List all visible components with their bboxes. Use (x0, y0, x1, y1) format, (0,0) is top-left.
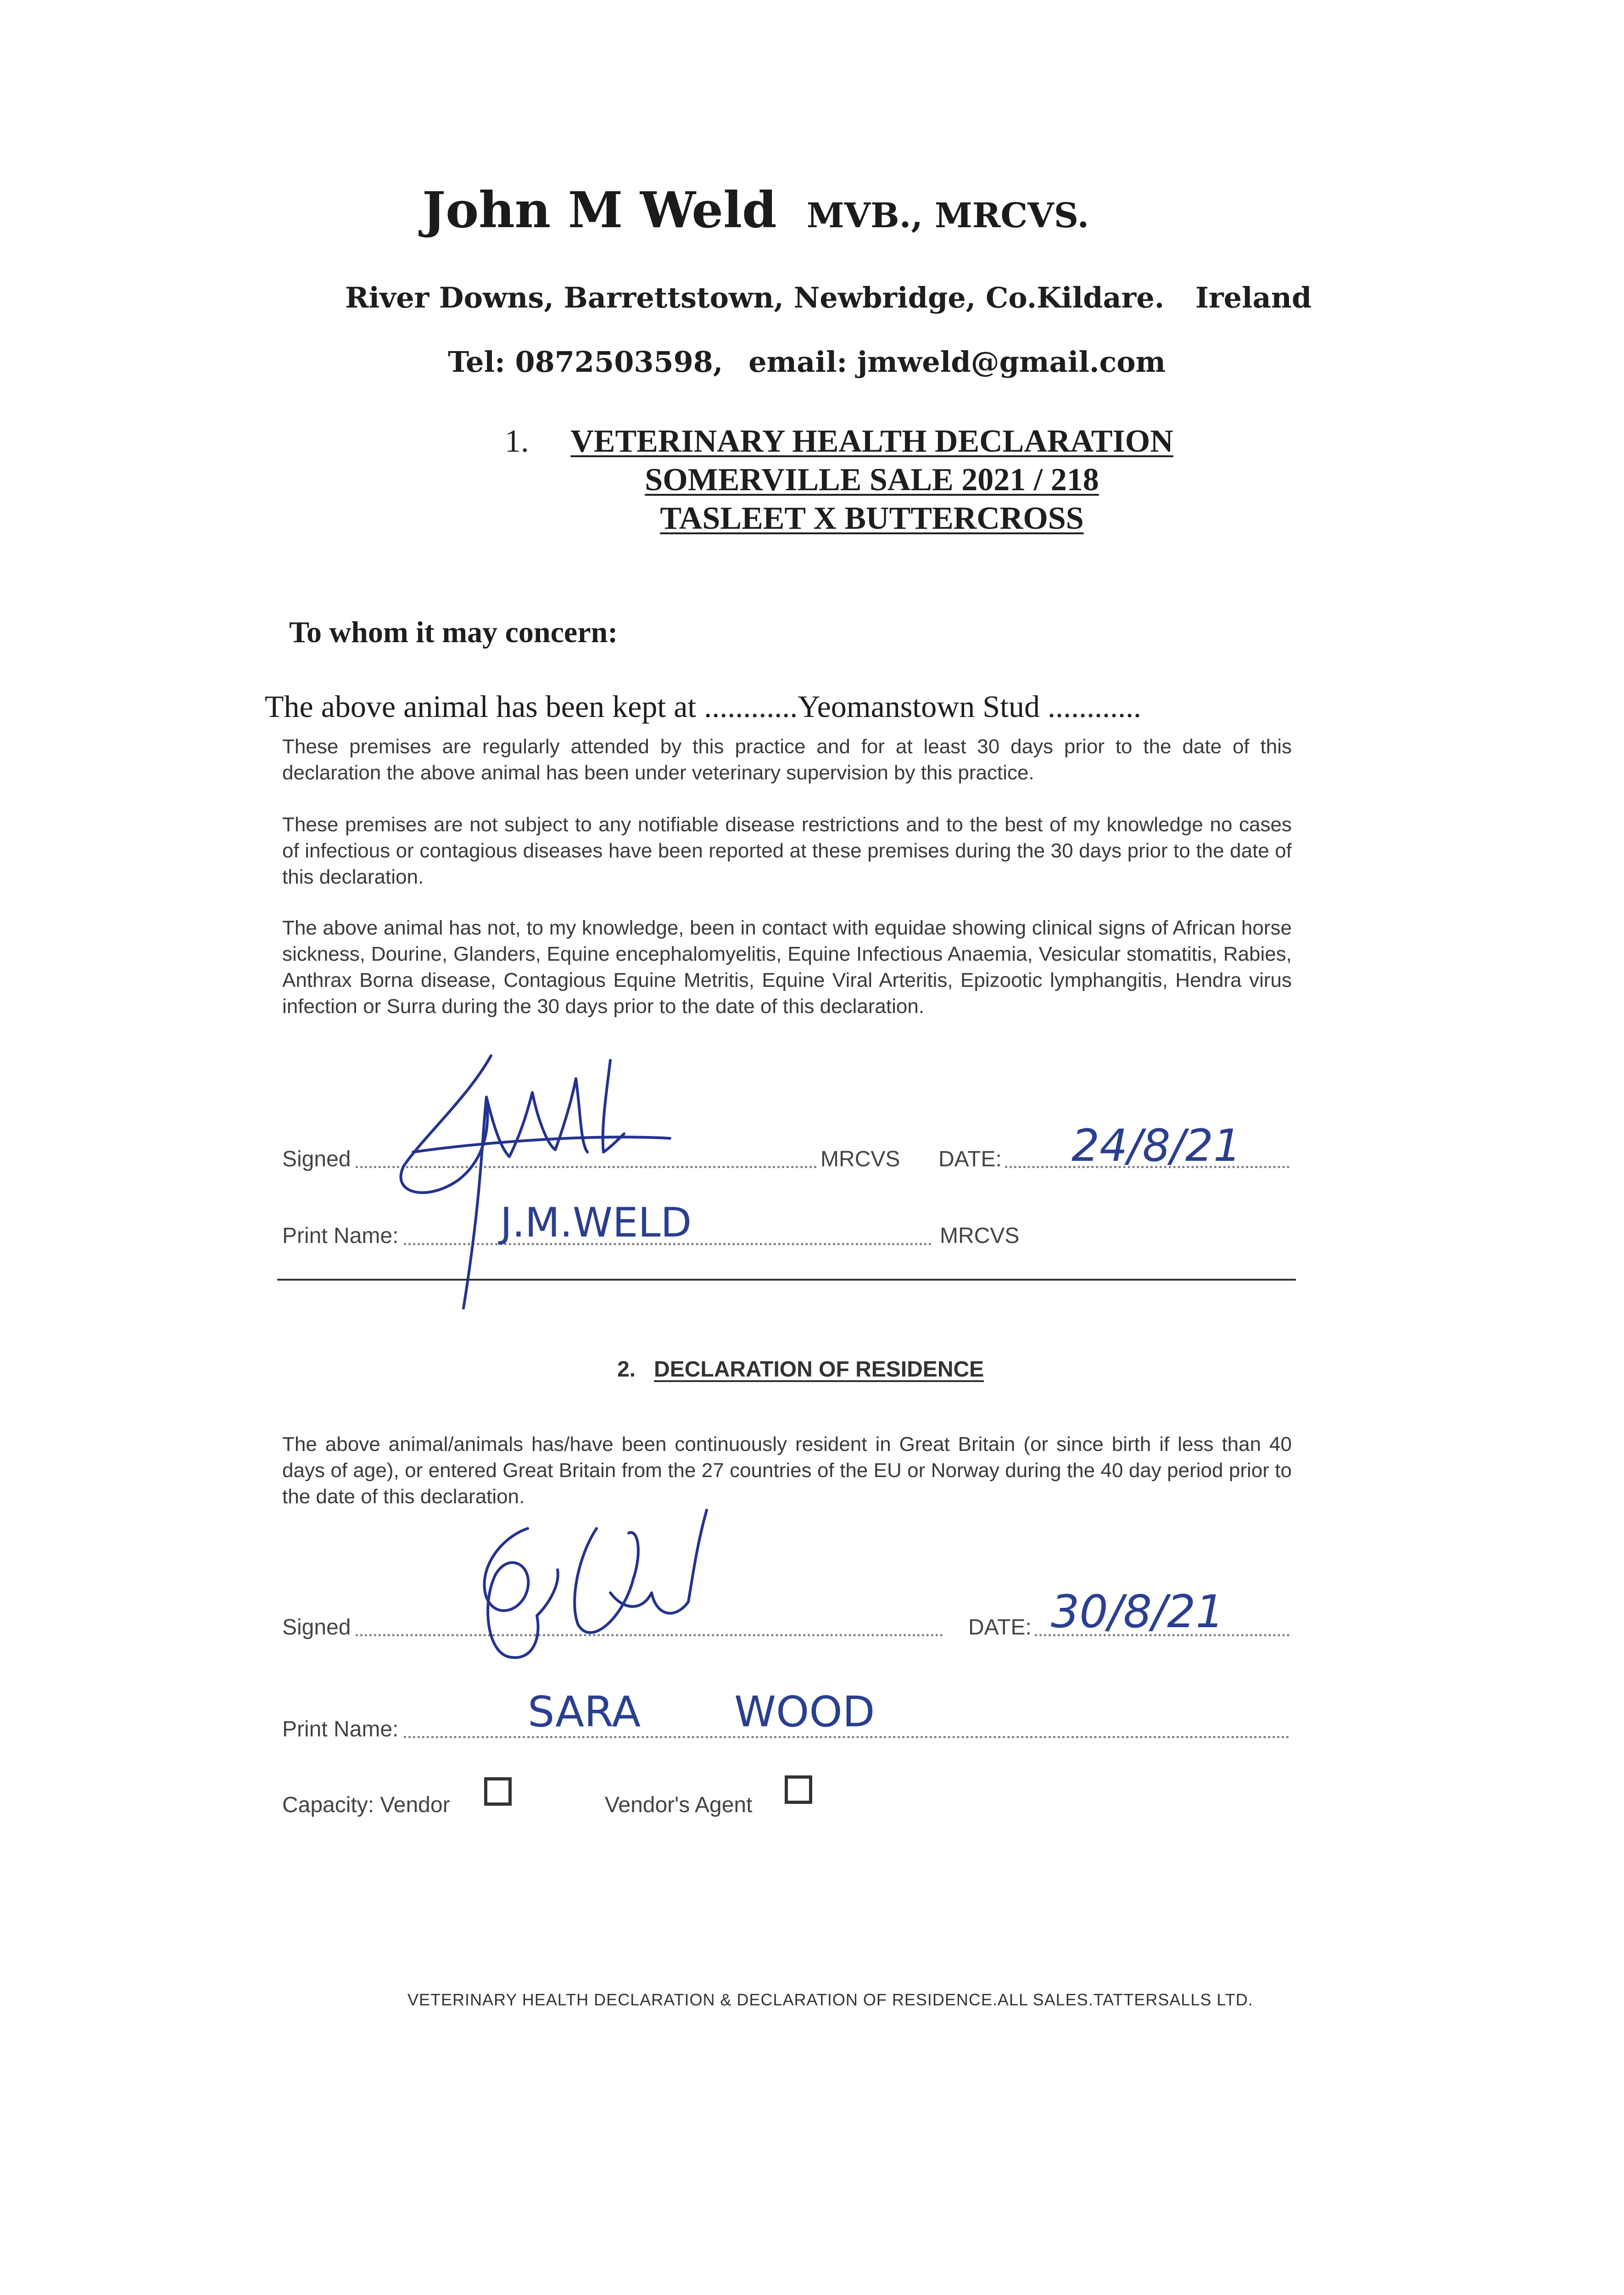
letterhead-contact (448, 345, 1166, 379)
declaration-heading (505, 422, 1239, 538)
footer-text: VETERINARY HEALTH DECLARATION & DECLARATION OF RESIDENCE.ALL SALES.TATTERSALLS LTD. (407, 1990, 1253, 2009)
print-name-label-2: Print Name: (282, 1717, 399, 1741)
handwritten-print-last: WOOD (734, 1687, 875, 1736)
paragraph-restrictions: These premises are not subject to any notifiable disease restrictions and to the best of my knowledge no cases of infectious or contagious diseases have been reported at these premises during the 30 days prior to the date of this declaration. (282, 813, 1292, 888)
section-divider (277, 1279, 1296, 1281)
date-label-1: DATE: (938, 1147, 1002, 1171)
section-2-title: DECLARATION OF RESIDENCE (654, 1357, 984, 1382)
address-country: Ireland (1195, 281, 1312, 314)
salutation: To whom it may concern: (289, 616, 618, 649)
paragraph-supervision: These premises are regularly attended by this practice and for at least 30 days prior to the date of this declaration the above animal has been under veterinary supervision by this practice. (282, 735, 1292, 784)
paragraph-residence: The above animal/animals has/have been continuously resident in Great Britain (or since birth if less than 40 days of age), or entered Great Britain from the 27 countries of the EU or Norway during the 40 day period prior to the date of this declaration. (282, 1433, 1292, 1508)
heading-line-3: TASLEET X BUTTERCROSS (660, 501, 1084, 536)
handwritten-print-name-1: J.M.WELD (500, 1199, 692, 1246)
mrcvs-label-2: MRCVS (940, 1224, 1020, 1248)
signed-label-2: Signed (282, 1615, 351, 1640)
kept-prefix: The above animal has been kept at ............ (265, 689, 798, 724)
section-number-1: 1. (505, 424, 529, 459)
signature-1 (395, 1042, 725, 1317)
signed-label-1: Signed (282, 1147, 351, 1171)
letterhead-address (345, 281, 1311, 314)
telephone: Tel: 0872503598, (448, 345, 723, 379)
premises-name: Yeomanstown Stud (798, 689, 1040, 724)
date-label-2: DATE: (968, 1615, 1032, 1640)
heading-line-1: VETERINARY HEALTH DECLARATION (570, 424, 1173, 459)
letterhead-name-line (422, 181, 1089, 239)
kept-suffix: ............ (1040, 689, 1142, 724)
vendors-agent-checkbox[interactable] (785, 1775, 812, 1804)
vendor-checkbox[interactable] (484, 1777, 512, 1806)
vendors-agent-label: Vendor's Agent (605, 1793, 753, 1817)
section-number-2: 2. (617, 1357, 636, 1382)
handwritten-date-1: 24/8/21 (1072, 1120, 1242, 1171)
handwritten-date-2: 30/8/21 (1051, 1586, 1224, 1638)
address-text: River Downs, Barrettstown, Newbridge, Co.Kildare. (345, 281, 1165, 314)
vet-qualifications: MVB., MRCVS. (806, 196, 1089, 235)
handwritten-print-first: SARA (528, 1687, 641, 1736)
heading-line-2: SOMERVILLE SALE 2021 / 218 (645, 462, 1099, 498)
signature-2 (459, 1501, 743, 1666)
kept-at-line (265, 688, 1141, 725)
paragraph-disease-contact: The above animal has not, to my knowledge, been in contact with equidae showing clinical signs of African horse sickness, Dourine, Glanders, Equine encephalomyelitis, Equine Infectious Anaemia, Vesicular stomatitis, Rabies, Anthrax Borna disease, Contagious Equine Metritis, Equine Viral Arteritis, Epizootic lymphangitis, Hendra virus infection or Surra during the 30 days prior to the date of this declaration. (282, 917, 1292, 1018)
print-name-label-1: Print Name: (282, 1224, 399, 1248)
mrcvs-label-1: MRCVS (820, 1147, 900, 1171)
capacity-vendor-label: Capacity: Vendor (282, 1793, 450, 1817)
vet-name: John M Weld (422, 181, 777, 239)
section-2-heading (617, 1357, 984, 1382)
email: email: jmweld@gmail.com (748, 345, 1166, 379)
